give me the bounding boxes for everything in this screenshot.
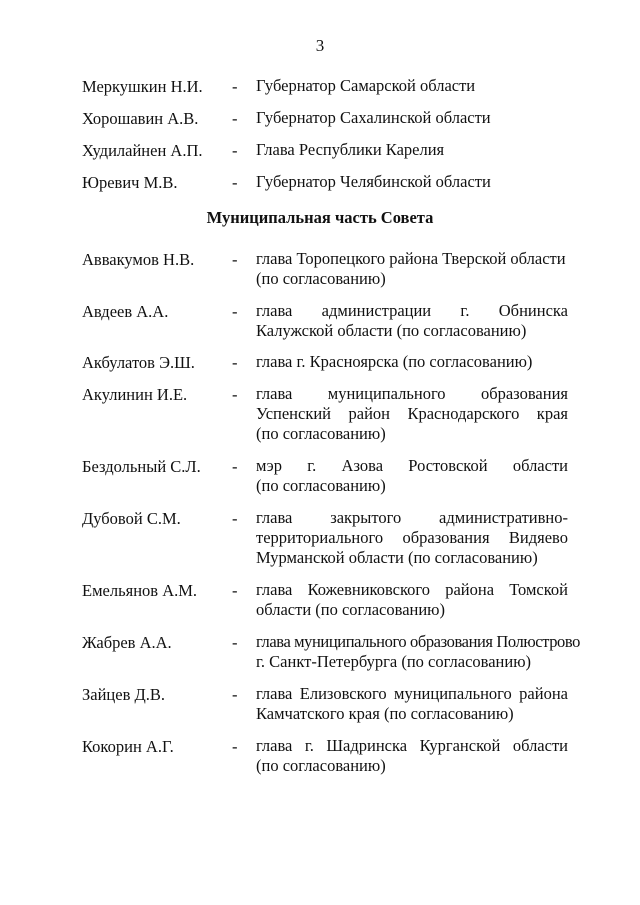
- member-dash: -: [232, 173, 238, 192]
- position-line: глава Кожевниковского района Томской: [256, 580, 568, 599]
- member-position: [256, 456, 568, 496]
- position-line: глава г. Красноярска (по согласованию): [256, 352, 533, 371]
- position-line: (по согласованию): [256, 269, 386, 288]
- position-line: глава закрытого административно-: [256, 508, 568, 527]
- member-position: [256, 172, 568, 192]
- position-line: глава муниципального образования: [256, 384, 568, 403]
- position-line: Калужской области (по согласованию): [256, 321, 527, 340]
- member-name: Авдеев А.А.: [82, 302, 169, 321]
- position-line: глава Торопецкого района Тверской области: [256, 249, 566, 268]
- member-position: [256, 736, 568, 776]
- member-position: [256, 580, 568, 620]
- member-position: [256, 76, 568, 96]
- member-name: Юревич М.В.: [82, 173, 178, 192]
- member-dash: -: [232, 250, 238, 269]
- member-position: [256, 684, 568, 724]
- member-dash: -: [232, 737, 238, 756]
- position-line: г. Санкт-Петербурга (по согласованию): [256, 652, 532, 671]
- position-line: Успенский район Краснодарского края: [256, 404, 568, 423]
- position-line: глава муниципального образования Полюстрово: [256, 632, 581, 651]
- member-name: Кокорин А.Г.: [82, 737, 174, 756]
- member-dash: -: [232, 685, 238, 704]
- member-dash: -: [232, 302, 238, 321]
- member-name: Акулинин И.Е.: [82, 385, 188, 404]
- position-line: Глава Республики Карелия: [256, 140, 445, 159]
- member-dash: -: [232, 385, 238, 404]
- member-name: Емельянов А.М.: [82, 581, 198, 600]
- position-line: глава г. Шадринска Курганской области: [256, 736, 568, 755]
- member-position: [256, 352, 568, 372]
- member-name: Зайцев Д.В.: [82, 685, 165, 704]
- member-name: Дубовой С.М.: [82, 509, 181, 528]
- position-line: территориального образования Видяево: [256, 528, 568, 547]
- member-dash: -: [232, 353, 238, 372]
- position-line: (по согласованию): [256, 756, 386, 775]
- member-position: [256, 249, 568, 289]
- member-position: [256, 632, 581, 672]
- position-line: мэр г. Азова Ростовской области: [256, 456, 568, 475]
- member-name: Жабрев А.А.: [82, 633, 172, 652]
- position-line: (по согласованию): [256, 476, 386, 495]
- member-name: Бездольный С.Л.: [82, 457, 201, 476]
- member-dash: -: [232, 633, 238, 652]
- position-line: Губернатор Самарской области: [256, 76, 476, 95]
- member-position: [256, 301, 568, 341]
- member-dash: -: [232, 109, 238, 128]
- member-dash: -: [232, 141, 238, 160]
- position-line: Губернатор Сахалинской области: [256, 108, 491, 127]
- member-position: [256, 384, 568, 444]
- member-position: [256, 140, 568, 160]
- position-line: Камчатского края (по согласованию): [256, 704, 514, 723]
- position-line: глава администрации г. Обнинска: [256, 301, 568, 320]
- member-dash: -: [232, 581, 238, 600]
- member-name: Меркушкин Н.И.: [82, 77, 203, 96]
- position-line: глава Елизовского муниципального района: [256, 684, 568, 703]
- page-number: 3: [315, 36, 325, 55]
- position-line: Мурманской области (по согласованию): [256, 548, 538, 567]
- member-position: [256, 108, 568, 128]
- member-dash: -: [232, 77, 238, 96]
- member-dash: -: [232, 457, 238, 476]
- member-name: Аввакумов Н.В.: [82, 250, 195, 269]
- member-name: Акбулатов Э.Ш.: [82, 353, 195, 372]
- member-name: Худилайнен А.П.: [82, 141, 203, 160]
- member-name: Хорошавин А.В.: [82, 109, 199, 128]
- position-line: (по согласованию): [256, 424, 386, 443]
- position-line: области (по согласованию): [256, 600, 445, 619]
- member-dash: -: [232, 509, 238, 528]
- section-title: Муниципальная часть Совета: [206, 208, 434, 227]
- position-line: Губернатор Челябинской области: [256, 172, 491, 191]
- member-position: [256, 508, 568, 568]
